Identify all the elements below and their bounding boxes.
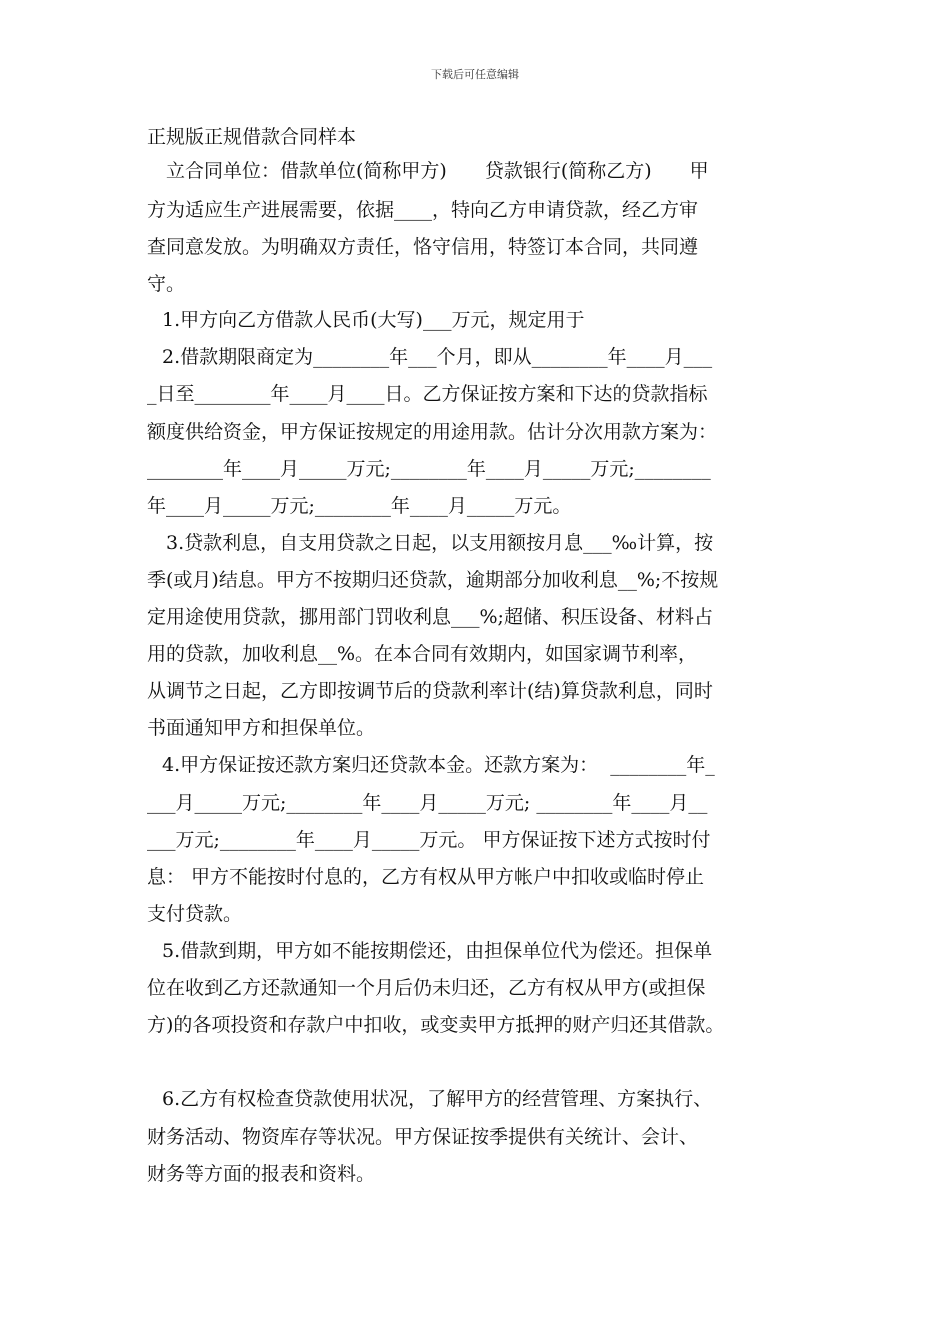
body-line: 方)的各项投资和存款户中扣收，或变卖甲方抵押的财产归还其借款。 [147, 1014, 725, 1036]
body-line: 4.甲方保证按还款方案归还贷款本金。还款方案为： ________年_ [162, 754, 715, 776]
body-line: 从调节之日起，乙方即按调节后的贷款利率计(结)算贷款利息，同时 [147, 680, 713, 702]
body-line: ________年____月_____万元;________年____月_____万元;________ [147, 458, 711, 480]
body-line: 1.甲方向乙方借款人民币(大写)___万元，规定用于 [162, 309, 585, 331]
body-line: 财务活动、物资库存等状况。甲方保证按季提供有关统计、会计、 [147, 1126, 699, 1148]
body-line: 用的贷款，加收利息__%。在本合同有效期内，如国家调节利率， [147, 643, 698, 665]
body-line: 立合同单位：借款单位(简称甲方) 贷款银行(简称乙方) 甲 [166, 160, 709, 182]
body-line: 季(或月)结息。甲方不按期归还贷款，逾期部分加收利息__%;不按规 [147, 569, 719, 591]
body-line: 2.借款期限商定为________年___个月，即从________年____月___ [162, 346, 713, 368]
page-header: 下载后可任意编辑 [431, 68, 519, 81]
body-line: ___月_____万元;________年____月_____万元; ________年____月__ [147, 792, 708, 814]
body-line: 守。 [147, 273, 186, 295]
body-line: ___万元;________年____月_____万元。 甲方保证按下述方式按时付 [147, 829, 711, 851]
document-title: 正规版正规借款合同样本 [147, 126, 357, 148]
body-line: 位在收到乙方还款通知一个月后仍未归还，乙方有权从甲方(或担保 [147, 977, 706, 999]
body-line: 年____月_____万元;________年____月_____万元。 [147, 495, 572, 517]
body-line: 书面通知甲方和担保单位。 [147, 717, 376, 739]
body-line: 财务等方面的报表和资料。 [147, 1163, 376, 1185]
body-line: 6.乙方有权检查贷款使用状况，了解甲方的经营管理、方案执行、 [162, 1088, 713, 1110]
body-line: 支付贷款。 [147, 903, 243, 925]
body-line: _日至________年____月____日。乙方保证按方案和下达的贷款指标 [147, 383, 708, 405]
body-line: 查同意发放。为明确双方责任，恪守信用，特签订本合同，共同遵 [147, 236, 699, 258]
body-line: 方为适应生产进展需要，依据____，特向乙方申请贷款，经乙方审 [147, 199, 699, 221]
body-line: 3.贷款利息，自支用贷款之日起，以支用额按月息___‰计算，按 [166, 532, 714, 554]
body-line: 定用途使用贷款，挪用部门罚收利息___%;超储、积压设备、材料占 [147, 606, 713, 628]
body-line: 5.借款到期，甲方如不能按期偿还，由担保单位代为偿还。担保单 [162, 940, 713, 962]
body-line: 额度供给资金，甲方保证按规定的用途用款。估计分次用款方案为： [147, 421, 718, 443]
body-line: 息： 甲方不能按时付息的，乙方有权从甲方帐户中扣收或临时停止 [147, 866, 705, 888]
